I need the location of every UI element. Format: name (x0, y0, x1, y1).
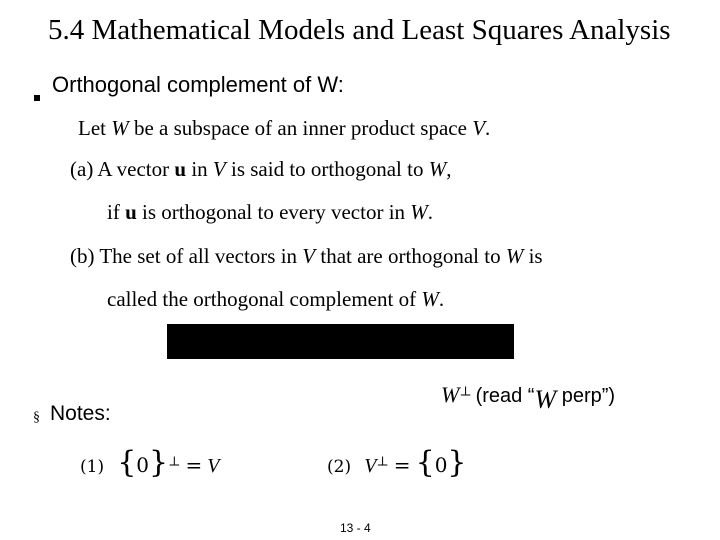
redacted-formula-box (167, 324, 514, 359)
slide-title: 5.4 Mathematical Models and Least Squares Analysis (48, 14, 671, 46)
notes-label: Notes: (50, 402, 111, 425)
item-a-line2: if u is orthogonal to every vector in W. (107, 200, 434, 224)
notes-bullet-icon: § (33, 410, 40, 425)
bullet-square-icon (34, 88, 40, 106)
perp-notation: W⊥ (read “W perp”) (441, 382, 616, 414)
note-1-formula: (1) {0}⊥ = V (80, 445, 220, 480)
heading-orthogonal-complement: Orthogonal complement of W: (52, 72, 344, 97)
item-a-line1: (a) A vector u in V is said to orthogonal to W, (70, 157, 452, 181)
note-2-formula: (2) V⊥ = {0} (327, 445, 467, 480)
definition-intro: Let W be a subspace of an inner product space V. (78, 116, 491, 140)
item-b-line2: called the orthogonal complement of W. (107, 287, 445, 311)
item-b-line1: (b) The set of all vectors in V that are orthogonal to W is (70, 244, 543, 268)
page-number: 13 - 4 (340, 521, 371, 535)
